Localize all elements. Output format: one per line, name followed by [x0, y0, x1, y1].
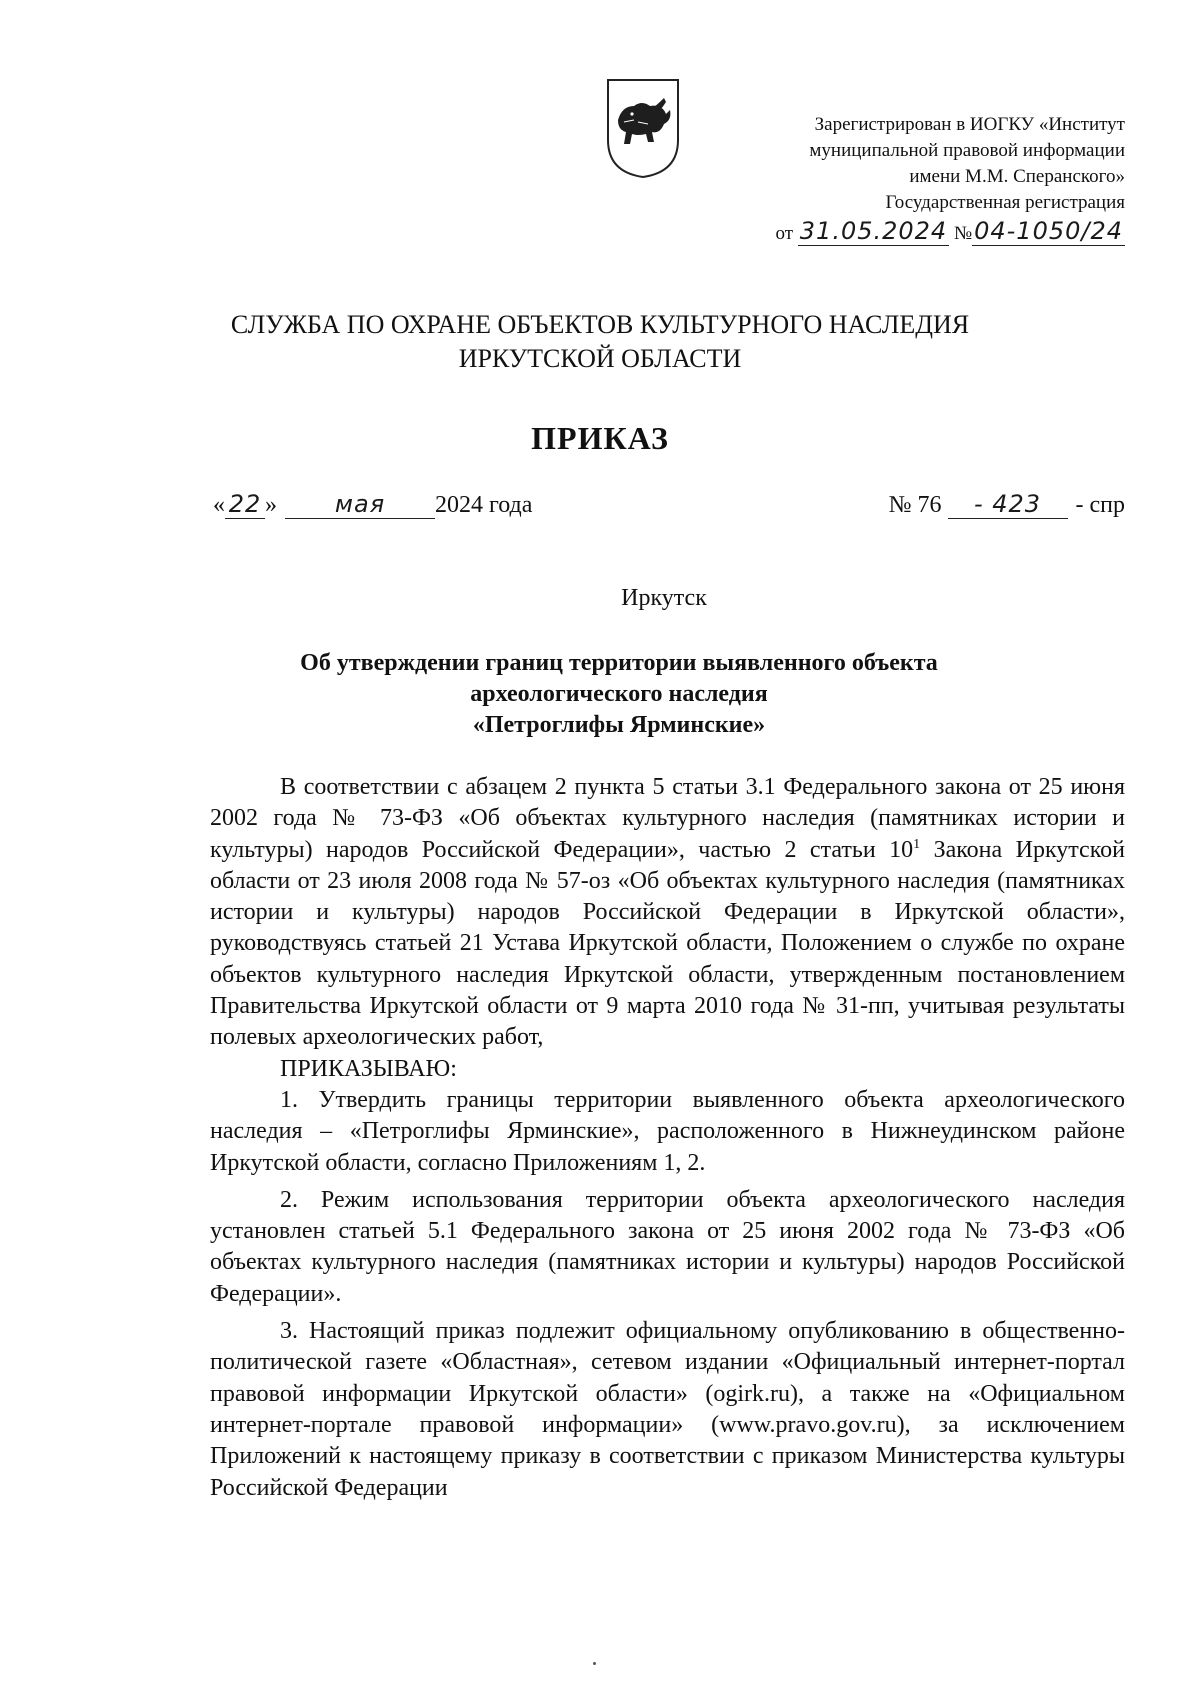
date-day: 22	[225, 490, 265, 519]
registration-number-line	[705, 218, 1125, 247]
registration-stamp	[705, 112, 1125, 247]
agency-name-line-1: СЛУЖБА ПО ОХРАНЕ ОБЪЕКТОВ КУЛЬТУРНОГО НАСЛЕДИЯ	[230, 310, 970, 339]
document-body	[210, 772, 1125, 1504]
registration-date: 31.05.2024	[799, 217, 948, 245]
order-number-handwritten: - 423	[948, 490, 1068, 519]
order-word: ПРИКАЗЫВАЮ:	[280, 1055, 457, 1082]
order-number-suffix: - спр	[1075, 492, 1125, 518]
page-mark	[593, 1662, 596, 1665]
registration-number: 04-1050/24	[974, 217, 1123, 245]
registration-number-prefix: №	[953, 223, 973, 244]
registration-line-1: Зарегистрирован в ИОГКУ «Институт	[814, 114, 1125, 135]
date-year: 2024 года	[435, 492, 533, 518]
title-line-2: археологического наследия	[470, 681, 768, 707]
order-number	[889, 490, 1125, 519]
registration-line-2: муниципальной правовой информации	[809, 140, 1125, 161]
superscript: 1	[913, 836, 921, 852]
city: Иркутск	[621, 585, 707, 611]
registration-line-3: имени М.М. Сперанского»	[909, 166, 1125, 187]
preamble-text-1: В соответствии с абзацем 2 пункта 5 статьи 3.1 Федерального закона от 25 июня 2002 года № 73-ФЗ «Об объектах культурного наследия (памятниках истории и культуры) народов Российской Федерации», частью 2 статьи 10	[210, 774, 1125, 863]
date-open-quote: «	[213, 492, 225, 518]
order-item-1: 1. Утвердить границы территории выявленного объекта археологического наследия – «Петроглифы Ярминские», расположенного в Нижнеудинском районе Иркутской области, согласно Приложениям 1, 2.	[210, 1086, 1125, 1176]
document-type: ПРИКАЗ	[531, 420, 669, 456]
title-line-1: Об утверждении границ территории выявленного объекта	[300, 650, 938, 676]
order-date	[213, 490, 532, 519]
agency-name-line-2: ИРКУТСКОЙ ОБЛАСТИ	[458, 344, 742, 373]
date-close-quote: »	[265, 492, 277, 518]
title-line-3: «Петроглифы Ярминские»	[472, 712, 766, 738]
registration-line-4: Государственная регистрация	[885, 192, 1125, 213]
preamble-paragraph	[210, 772, 1125, 1054]
irkutsk-coat-of-arms-icon	[604, 76, 682, 180]
date-month: мая	[285, 490, 435, 519]
order-item-3: 3. Настоящий приказ подлежит официальному опубликованию в общественно-политической газете «Областная», сетевом издании «Официальный интернет-портал правовой информации Иркутской области» (ogirk.ru), а также на «Официальном интернет-портале правовой информации» (www.pravo.gov.ru), за исключением Приложений к настоящему приказу в соответствии с приказом Министерства культуры Российской Федерации	[210, 1318, 1125, 1501]
agency-name	[0, 308, 1200, 376]
order-number-prefix: № 76	[888, 492, 942, 518]
preamble-text-2: Закона Иркутской области от 23 июля 2008 года № 57-оз «Об объектах культурного наследия (памятниках истории и культуры) народов Российской Федерации в Иркутской области», руководствуясь статьей 21 Устава Иркутской области, Положением о службе по охране объектов культурного наследия Иркутской области, утвержденным постановлением Правительства Иркутской области от 9 марта 2010 года № 31-пп, учитывая результаты полевых археологических работ,	[210, 836, 1125, 1051]
document-title	[0, 648, 1200, 741]
order-item-2: 2. Режим использования территории объекта археологического наследия установлен статьей 5.1 Федерального закона от 25 июня 2002 года № 73-ФЗ «Об объектах культурного наследия (памятниках истории и культуры) народов Российской Федерации».	[210, 1186, 1125, 1307]
registration-date-prefix: от	[775, 223, 794, 244]
